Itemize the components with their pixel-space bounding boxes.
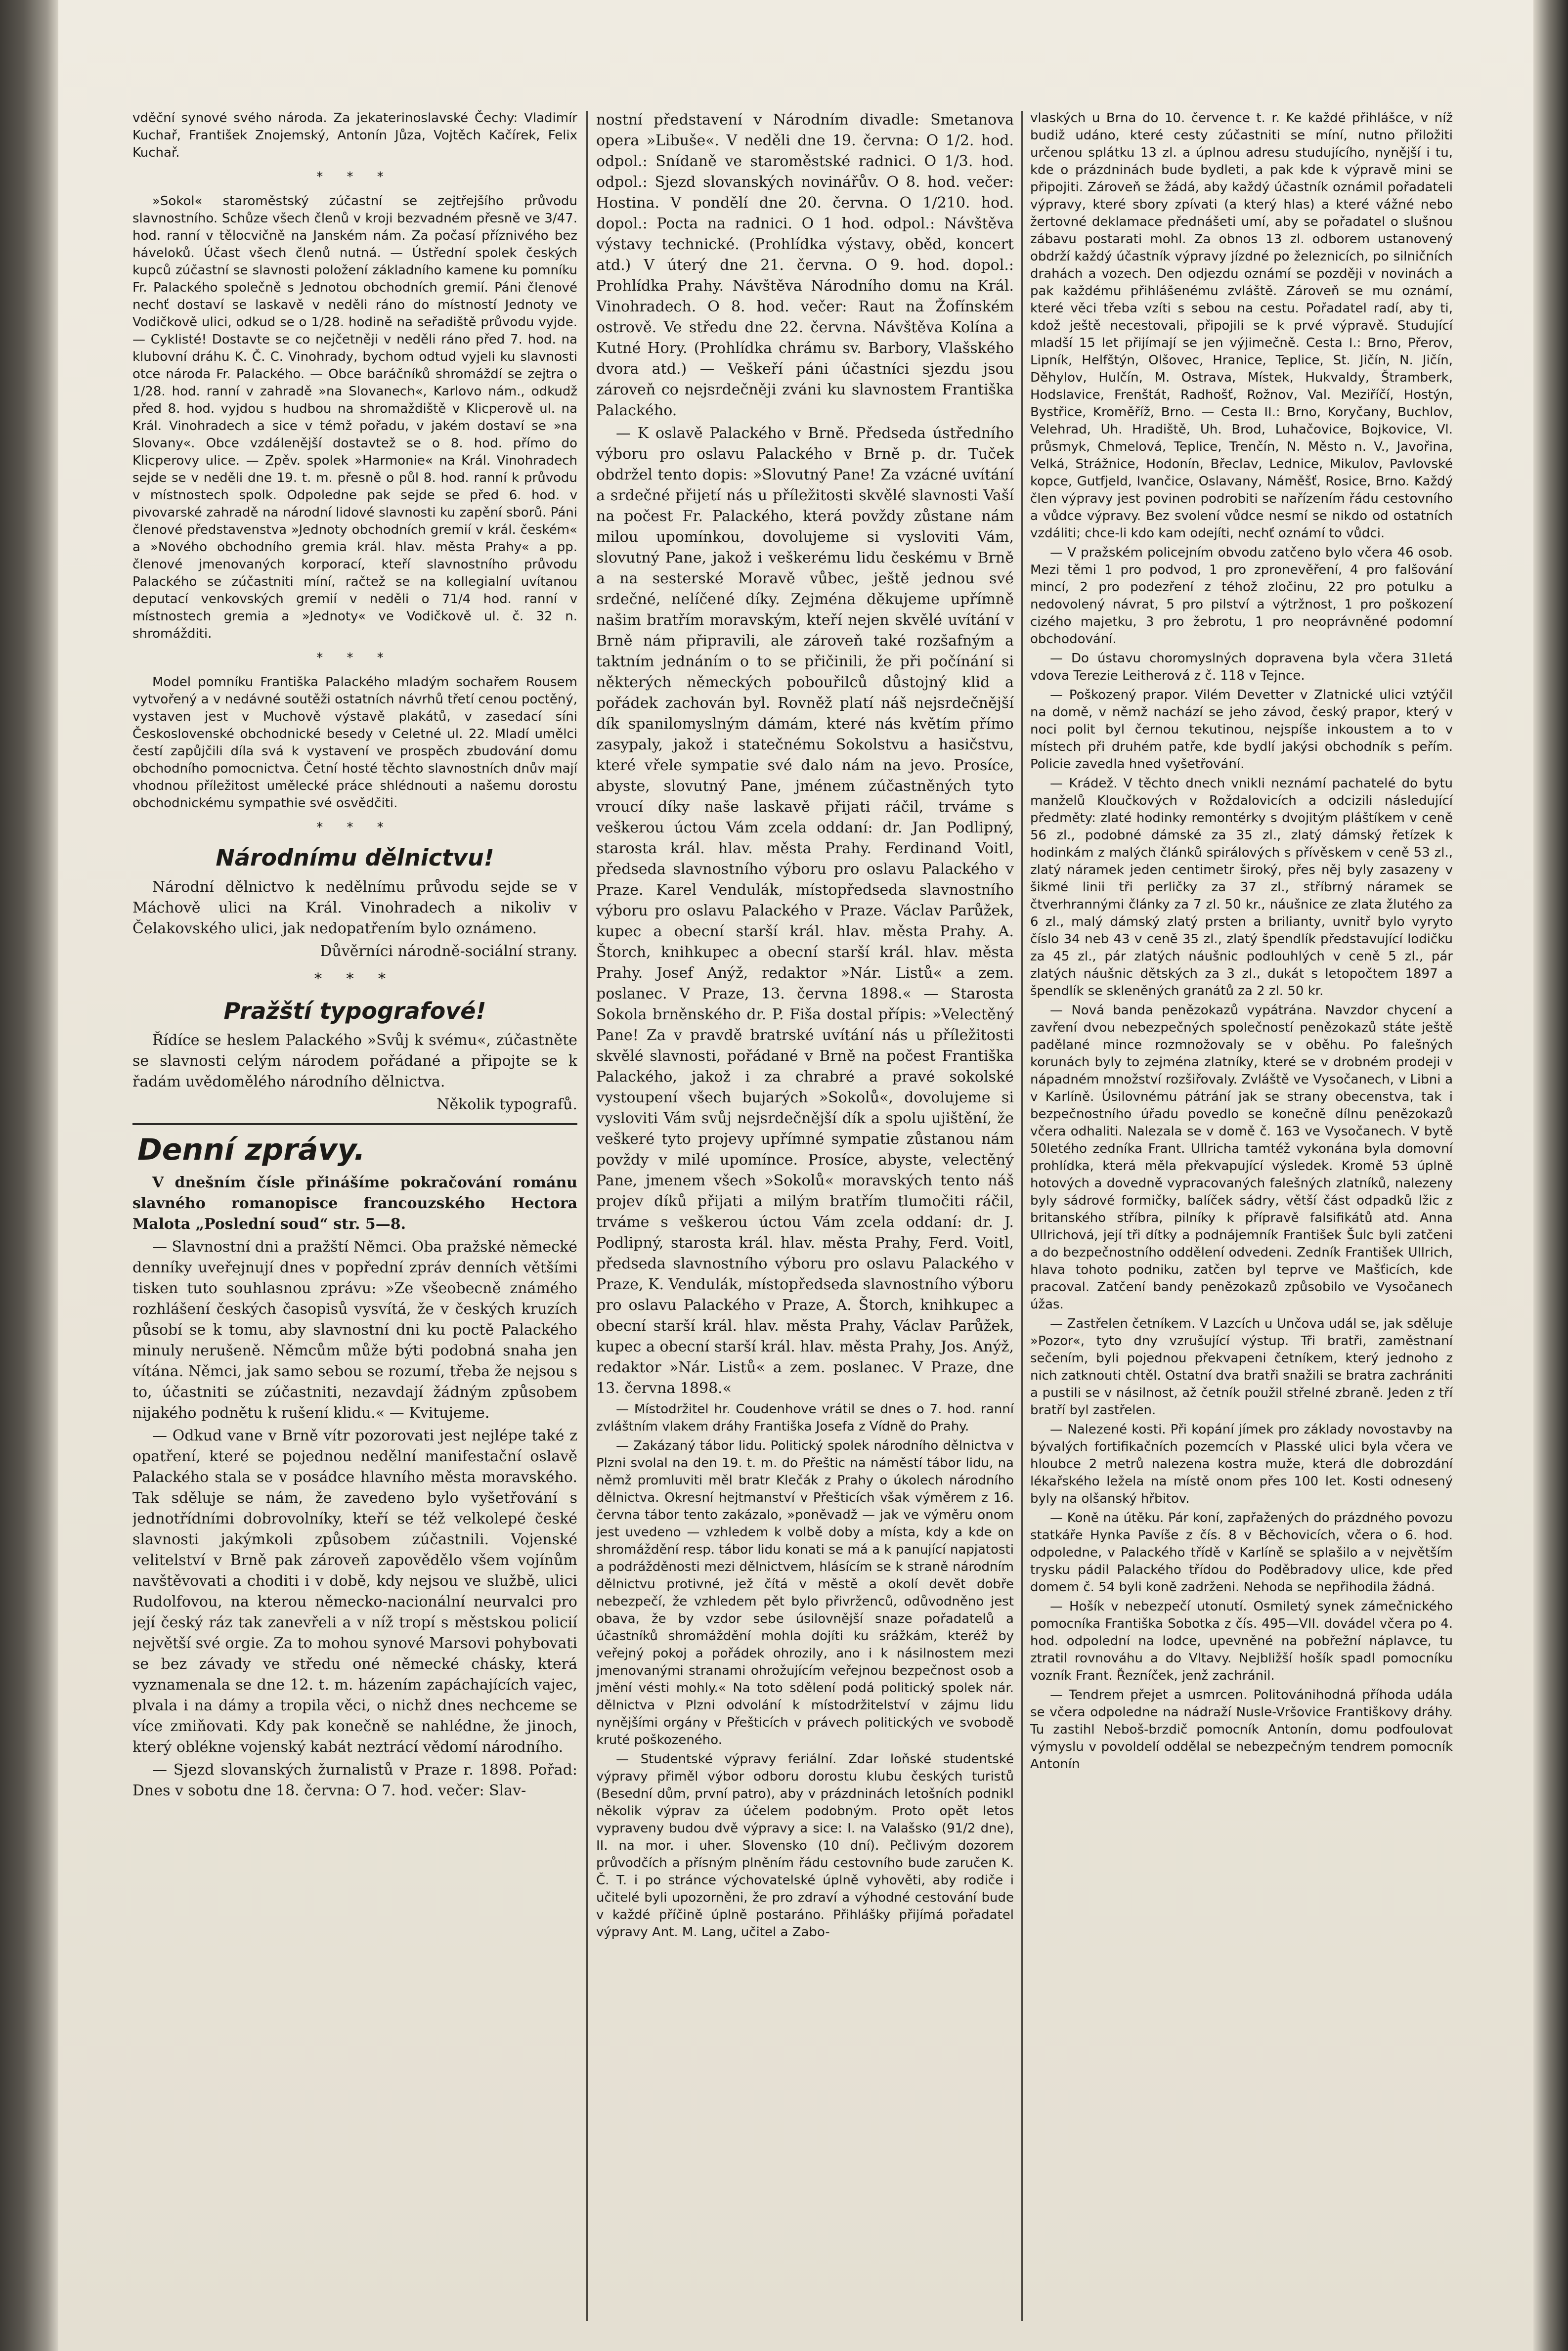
daily-news-item-3: — Sjezd slovanských žurnalistů v Praze r. 1898. Pořad: Dnes v sobotu dne 18. června: O 7. hod. večer: Slav-: [132, 1761, 577, 1799]
workers-heading: Národnímu dělnictvu!: [216, 844, 494, 871]
runaway-horses-item: — Koně na útěku. Pár koní, zapřažených do prázdného povozu statkáře Hynka Pavíše z čís. 8 v Běchovicích, včera o 6. hod. odpoledne, v Palackého třídě v Karlíně se splašilo a v největším trysku pádil Palackého třídou do Poděbradovy ulice, kde před domem č. 54 byli koně zadrženi. Nehoda se nepřihodila žádná.: [1030, 1511, 1453, 1595]
police-district-item: — V pražském policejním obvodu zatčeno bylo včera 46 osob. Mezi těmi 1 pro podvod, 1 pro zpronevěření, 4 pro falšování mincí, 2 pro podezření z téhož zločinu, 22 pro potulku a nedovolený návrat, 5 pro pilství a výtržnost, 1 pro poškození cizého majetku, 3 pro žebrotu, 1 pro neoprávněné podomní obchodování.: [1030, 545, 1453, 647]
column-rule-2: [1021, 111, 1023, 2321]
student-trips-continued: vlaských u Brna do 10. července t. r. Ke každé přihlášce, v níž budiž udáno, které cesty zúčastniti se míní, nutno přiložiti určenou splátku 13 zl. a úplnou adresu studujícího, nynější i tu, kde o prázdninách bude bydleti, a pak kde k výpravě mini se připojiti. Zároveň se žádá, aby každý účastník oznámil pořadateli výpravy, které sbory zpívati (a který hlas) a které vážné nebo žertovné deklamace přednášeti umí, aby se pořadatel o slušnou zábavu postarati mohl. Za obnos 13 zl. odborem ustanovený obdrží každý účastník výpravy jízdné po železnicích, po silničních drahách a vozech. Den odjezdu oznámí se později v novinách a pak každému přihlášenému zvláště. Zároveň se mu oznámí, které věci třeba vzíti s sebou na cestu. Pořadatel radí, aby ti, kdož ještě necestovali, připojili se k prvé výpravě. Studující mladší 15 let přijímají se jen výjimečně. Cesta I.: Brno, Přerov, Lipník, Helfštýn, Olšovec, Hranice, Teplice, St. Jičín, N. Jičín, Děhylov, Hulčín, M. Ostrava, Místek, Hukvaldy, Štramberk, Hodslavice, Frenštát, Radhošť, Rožnov, Val. Meziříčí, Hostýn, Bystřice, Kroměříž, Brno. — Cesta II.: Brno, Koryčany, Buchlov, Velehrad, Uh. Hradiště, Uh. Brod, Luhačovice, Bojkovice, Vl. průsmyk, Chmelová, Teplice, Trenčín, N. Město n. V., Javořina, Velká, Strážnice, Hodonín, Břeclav, Lednice, Mikulov, Pavlovské kopce, Gutfjeld, Ivančice, Oslavany, Náměšť, Rosice, Brno. Každý člen výpravy jest povinen podrobiti se nařízením řádu cestovního a vůdce výpravy. Bez svolení vůdce nesmí se nikdo od ostatních vzdáliti; chce-li kdo kam odejíti, nechť oznámí to vůdci.: [1030, 111, 1453, 541]
typographers-signature: Několik typografů.: [436, 1096, 577, 1113]
section-stars-3: * * *: [316, 820, 393, 835]
brno-celebration-item: — K oslavě Palackého v Brně. Předseda ústředního výboru pro oslavu Palackého v Brně p. dr. Tuček obdržel tento dopis: »Slovutný Pane! Za vzácné uvítání a srdečné přijetí nás u příležitosti skvělé slavnosti Vaší na počest Fr. Palackého, která povždy zůstane nám milou upomínkou, dovolujeme si vysloviti Vám, slovutný Pane, jakož i veškerému lidu českému v Brně a na sesterské Moravě vůbec, ještě jednou své srdečné, nelíčené díky. Zejména děkujeme upřímně našim bratřím moravským, kteří nejen skvělé uvítání v Brně nám připravili, ale zároveň také rozšafným a taktním jednáním o to se přičinili, že při počínání si některých německých pobouřilců důstojný klid a pořádek zachován byl. Rovněž platí náš nejsrdečnější dík spanilomyslným dámám, které nás květím přímo zasypaly, jakož i statečnému Sokolstvu a hasičstvu, které vřele sympatie své dalo nám na jevo. Prosíce, abyste, slovutný Pane, jménem zúčastněných tyto vroucí díky naše laskavě přijati ráčil, trváme s veškerou úctou Vám zcela oddaní: dr. Jan Podlipný, starosta král. hlav. města Prahy. Ferdinand Voitl, předseda slavnostního výboru pro oslavu Palackého v Praze. Karel Vendulák, místopředseda slavnostního výboru pro oslavu Palackého v Praze. Václav Parůžek, kupec a obecní starší král. hlav. města Prahy. A. Štorch, knihkupec a obecní starší král. hlav. města Prahy. Josef Anýž, redaktor »Nár. Listů« a zem. poslanec. V Praze, 13. června 1898.« — Starosta Sokola brněnského dr. P. Fiša dostal přípis: »Velectěný Pane! Za v pravdě bratrské uvítání nás u příležitosti skvělé slavnosti, pořádané v Brně na počest Františka Palackého, jakož i za chrabré a pravé sokolské vystoupení všech bujarých »Sokolů«, dovolujeme si vysloviti Vám svůj nejsrdečnější dík a spolu ujištění, že veškeré tyto projevy upřímné sympatie zůstanou nám povždy v milé upomínce. Prosíce, abyste, velectěný Pane, jmenem všech »Sokolů« moravských tento náš projev díků přijati a milým bratřím tlumočiti ráčil, trváme s veškerou úctou Vám zcela oddaní: dr. J. Podlipný, starosta král. hlav. města Prahy, Ferd. Voitl, předseda slavnostního výboru pro oslavu Palackého v Praze, K. Vendulák, místopředseda slavnostního výboru pro oslavu Palackého v Praze, A. Štorch, knihkupec a obecní starší král. hlav. města Prahy, Václav Parůžek, kupec a obecní starší král. hlav. města Prahy, Jos. Anýž, redaktor »Nár. Listů« a zem. poslanec. V Praze, dne 13. června 1898.«: [596, 425, 1014, 1397]
damaged-flag-item: — Poškozený prapor. Vilém Devetter v Zlatnické ulici vztýčil na domě, v němž nachází se jeho závod, český prapor, který v noci polit byl černou tekutinou, nejspíše inkoustem a to v místech při druhém patře, kde bydlí jakýsi obchodník s peřím. Policie zavedla hned vyšetřování.: [1030, 688, 1453, 772]
journalists-program: nostní představení v Národním divadle: Smetanova opera »Libuše«. V neděli dne 19. června: O 1/2. hod. odpol.: Snídaně ve staroměstské radnici. O 1/3. hod. odpol.: Sjezd slovanských novinářův. O 8. hod. večer: Hostina. V pondělí dne 20. června. O 1/210. hod. dopol.: Pocta na radnici. O 1 hod. odpol.: Návštěva výstavy technické. (Prohlídka výstavy, oběd, koncert atd.) V úterý dne 21. června. O 9. hod. dopol.: Prohlídka Prahy. Návštěva Národního domu na Král. Vinohradech. O 8. hod. večer: Raut na Žofínském ostrově. Ve středu dne 22. června. Návštěva Kolína a Kutné Hory. (Prohlídka chrámu sv. Barbory, Vlašského dvora atd.) — Veškeří páni účastníci sjezdu jsou zároveň co nejsrdečněji zváni ku slavnostem Františka Palackého.: [596, 111, 1014, 419]
asylum-item: — Do ústavu choromyslných dopravena byla včera 31letá vdova Terezie Leitherová z č. 118 v Tejnce.: [1030, 651, 1453, 683]
boy-drowning-item: — Hošík v nebezpečí utonutí. Osmiletý synek zámečnického pomocníka Františka Sobotka z čís. 495—VII. dovádel včera po 4. hod. odpolední na lodce, upevněné na pobřežní náplavce, tu ztratil rovnováhu a do Vltavy. Nejbližší hošík spadl pomocníku vozník Frant. Řezníček, jenž zachránil.: [1030, 1599, 1453, 1683]
daily-news-item-1: — Slavnostní dni a pražští Němci. Oba pražské německé denníky uveřejnují dnes v popřední zpráv denních většími tisken tuto souhlasnou zprávu: »Ze všeobecně známého rozhlášení českých časopisů vysvítá, že v českých kruzích působí se k tomu, aby slavnostní dni ku poctě Palackého minuly nerušeně. Němcům může býti podobná snaha jen vítána. Němci, jak samo sebou se rozumí, třeba že nejsou s to, účastniti se zúčastniti, nezavdají žádným způsobem nijakého podnětu k rušení klidu.« — Kvitujeme.: [132, 1238, 577, 1422]
column-1: [132, 110, 577, 2324]
governor-item: — Místodržitel hr. Coudenhove vrátil se dnes o 7. hod. ranní zvláštním vlakem dráhy Františka Josefa z Vídně do Prahy.: [596, 1402, 1014, 1434]
student-trips-item: — Studentské výpravy feriální. Zdar loňské studentské výpravy přiměl výbor odboru dorostu klubu českých turistů (Besední dům, první patro), aby v prázdninách letošních podnikl několik výprav za účelem podobným. Proto opět letos vypraveny budou dvě výpravy a sice: I. na Valašsko (91/2 dne), II. na mor. i uher. Slovensko (10 dní). Pečlivým dozorem průvodčích a přísným plněním řádu cestovního bude zaručen K. Č. T. i po stránce výchovatelské úplně vyhověti, aby rodiče i učitelé byli upozorněni, že pro zdraví a výhodné cestování bude v každé příčině úplně postaráno. Přihlášky přijímá pořadatel výpravy Ant. M. Lang, učitel a Zabo-: [596, 1752, 1014, 1940]
section-stars: * * *: [316, 170, 393, 184]
forbidden-rally-item: — Zakázaný tábor lidu. Politický spolek národního dělnictva v Plzni svolal na den 19. t. m. do Přeštic na náměstí tábor lidu, na němž promluviti měl bratr Klečák z Prahy o úkolech národního dělnictva. Okresní hejtmanství v Přešticích však výměrem z 16. června tábor tento zakázalo, »poněvadž — jak ve výměru onom jest uvedeno — vzhledem k volbě doby a místa, kdy a kde on shromáždění resp. tábor lidu konati se má a k panující napjatosti a podrážděnosti mezi dělnictvem, hlásícím se k straně národním dělnictvu protivné, jež čítá v městě a okolí devět dobře nebezpečí, že vzhledem pět bylo přivrženců, odůvodněno jest obava, že by vzdor sebe úsilovnější snaze pořadatelů a účastníků shromáždění mohla dojíti ku srážkám, kteréž by veřejný pokoj a pořádek ohrozily, ano i k násilnostem mezi jmenovanými stranami ohrožujícím veřejnou bezpečnost osob a jmění vésti mohly.« Na toto sdělení podá politický spolek nár. dělnictva v Plzni odvolání k místodržitelství v zájmu lidu nynějšími orgány v Přešticích v právech politických ve svobodě kruté poškozeného.: [596, 1438, 1014, 1747]
counterfeiters-item: — Nová banda penězokazů vypátrána. Navzdor chycení a zavření dvou nebezpečných společností penězokazů státe ještě padělané mince rozmnožovaly se v oběhu. Po falešných korunách byly to zejména zlatníky, které se v drobném prodeji v nápadném množství rozšiřovaly. Zvláště ve Vysočanech, v Libni a v Karlíně. Úsilovnému pátrání jak se strany obecenstva, tak i bezpečnostního úřadu povedlo se konečně dílnu penězokazů včera odhaliti. Nalezala se v domě č. 163 ve Vysočanech. V bytě 50letého zedníka Frant. Ullricha tamtéž vykonána byla domovní prohlídka, která měla překvapující výsledek. Kromě 53 úplně hotových a dovedně vypracovaných falešných zlatníků, nalezeny byly sádrové formičky, balíček sádry, větší část odpadků lžic z britanského stříbra, pilníky k přípravě falsifikátů atd. Anna Ullrichová, její tři dítky a podnájemník František Šulc byli zatčeni a do bezpečnostního oddělení odvedeni. Zedník František Ullrich, hlava tohoto podniku, zatčen byl teprve ve Mašťicích, kde pracoval. Zatčení bandy penězokazů způsobilo ve Vysočanech úžas.: [1030, 1003, 1453, 1312]
daily-news-heading: Denní zprávy.: [137, 1132, 365, 1167]
workers-signature: Důvěrníci národně-sociální strany.: [320, 943, 577, 960]
signatories-paragraph: vděční synové svého národa. Za jekaterinoslavské Čechy: Vladimír Kuchař, František Znojemský, Antonín Jůza, Vojtěch Kačírek, Felix Kuchař.: [132, 111, 577, 160]
scan-right-edge: [1533, 0, 1568, 2351]
sokol-notice: »Sokol« staroměstský zúčastní se zejtřejšího průvodu slavnostního. Schůze všech členů v kroji bezvadném přesně ve 3/47. hod. ranní v tělocvičně na Janském nám. Za počasí příznivého bez háveloků. Účast všech členů nutná. — Ústřední spolek českých kupců zúčastní se slavnosti položení základního kamene ku pomníku Fr. Palackého společně s Jednotou obchodních gremií. Páni členové nechť dostaví se laskavě v neděli ráno do místností Jednoty ve Vodičkově ulici, odkud se o 1/28. hodině na seřadiště průvodu vyjde. — Cyklisté! Dostavte se co nejčetněji v neděli ráno před 7. hod. na klubovní dráhu K. Č. C. Vinohrady, bychom odtud vyjeli ku slavnosti otce národa Fr. Palackého. — Obce baráčníků shromáždí se zejtra o 1/28. hod. ranní v zahradě »na Slovanech«, Karlovo nám., odkudž před 8. hod. vyjdou s hudbou na shromaždiště v Klicperově ul. na Král. Vinohradech a sice v témž pořadu, v jakém dostaví se »na Slovany«. Obce vzdálenější dostavtež se o 8. hod. přímo do Klicperovy ulice. — Zpěv. spolek »Harmonie« na Král. Vinohradech sejde se v neděli dne 19. t. m. přesně o půl 8. hod. ranní k průvodu v místnostech spolk. Odpoledne pak sejde se před 6. hod. v pivovarské zahradě na národní lidové slavnosti ku zapění sborů. Páni členové představenstva »Jednoty obchodních gremií v král. českém« a »Nového obchodního gremia král. hlav. města Prahy« a pp. členové jmenovaných korporací, kteří slavnostního průvodu Palackého se zúčastniti míní, račtež se na kollegialní uvítanou deputací venkovských gremií v neděli o 71/4 hod. ranní v místnostech gremia a »Jednoty« ve Vodičkově ul. č. 32 n. shromážditi.: [132, 194, 577, 641]
typographers-heading: Pražští typografové!: [223, 998, 486, 1024]
column-rule-1: [586, 111, 588, 2321]
shot-by-gendarme-item: — Zastřelen četníkem. V Lazcích u Unčova udál se, jak sděluje »Pozor«, tyto dny vzrušující výstup. Tři bratři, zaměstnaní sečením, byli pojednou překvapeni četníkem, který jednoho z nich zatknouti chtěl. Ostatní dva bratři snažili se bratra zachrániti a pustili se v násilnost, až četník použil střelné zbraně. Jeden z tří bratří byl zastřelen.: [1030, 1316, 1453, 1418]
typographers-text: Řídíce se heslem Palackého »Svůj k svému«, zúčastněte se slavnosti celým národem pořádané a připojte se k řadám uvědomělého národního dělnictva.: [132, 1032, 577, 1090]
found-bones-item: — Nalezené kosti. Při kopání jímek pro základy novostavby na bývalých fortifikačních pozemcích v Plasské ulici byla včera ve hloubce 2 metrů nalezena kostra muže, která dle dobrozdání lékařského ležela na místě onom přes 100 let. Kosti odnesený byly na olšanský hřbitov.: [1030, 1422, 1453, 1506]
column-3: [1030, 110, 1453, 2324]
theft-item: — Krádež. V těchto dnech vnikli neznámí pachatelé do bytu manželů Kloučkových v Roždalovicích a odcizili následující předměty: zlaté hodinky remontérky s dvojitým pláštíkem v ceně 56 zl., podobné dámské za 35 zl., zlatý dámský řetízek k hodinkám z malých článků spirálových s přívěskem v ceně 53 zl., zlatý náramek jeden centimetr široký, přes něj byly zasazeny v šikmé linii tři perličky za 37 zl., stříbrný náramek se čtverhrannými články za 7 zl. 50 kr., náušnice ze zlata žlutého za 6 zl., malý dámský zlatý prsten a brilianty, uvnitř bylo vyryto číslo 34 neb 43 v ceně 35 zl., zlatý špendlík představující lodičku za 45 zl., pár zlatých náušnic podlouhlých v ceně 5 zl., pár zlatých náušnic dětských za 3 zl., dukát s letopočtem 1897 a špendlík se skleněných granátů za 2 zl. 50 kr.: [1030, 776, 1453, 999]
model-notice: Model pomníku Františka Palackého mladým sochařem Rousem vytvořený a v nedávné soutěži ostatních návrhů třetí cenou poctěný, vystaven jest v Muchově výstavě plakátů, v zasedací síni Československé obchodnické besedy v Celetné ul. 22. Mladí umělci čestí zapůjčili díla svá k vystavení ve prospěch zbudování domu obchodního pomocnictva. Četní hosté těchto slavnostních dnův mají vhodnou příležitost umělecké práce shlédnouti a našemu dorostu obchodnickému sympathie své osvědčiti.: [132, 675, 577, 811]
column-2: [596, 110, 1014, 2324]
daily-news-item-2: — Odkud vane v Brně vítr pozorovati jest nejlépe také z opatření, které se pojednou nedělní manifestační oslavě Palackého stala se v posádce hlavního města moravského. Tak sděluje se nám, že zavedeno bylo vyšetřování s jednotřídními dobrovolníky, kteří se též velkolepé české slavnosti jakýmkoli způsobem zúčastnili. Vojenské velitelství v Brně pak zároveň zapovědělo všem vojínům navštěvovati a choditi i v době, kdy nejsou ve službě, ulici Rudolfovou, na kterou německo-nacionální neurvalci pro její český ráz tak zanevřeli a v níž tropí s městskou policií největší své orgie. Za to mohou synové Marsovi pohybovati se bez závady ve středu oné německé chásky, která vyznamenala se dne 12. t. m. házením zapáchajících vajec, plvala i na dámy a tropila věci, o nichž dnes nechceme se více zmiňovati. Kdy pak konečně se nahlédne, že jinoch, který oblékne vojenský kabát neztrácí vědomí národního.: [132, 1427, 577, 1756]
column-1-small-text: [132, 110, 577, 836]
tender-accident-item: — Tendrem přejet a usmrcen. Politovánihodná příhoda udála se včera odpoledne na nádraží Nusle-Vršovice Františkovy dráhy. Tu zastihl Neboš-brzdič pomocník Antonín, domu podfoulovat výmyslu v povoldelí oddělal se nebezpečným tendrem pomocník Antonín: [1030, 1688, 1453, 1772]
section-stars-2: * * *: [316, 651, 393, 665]
section-stars-4: * * *: [314, 970, 396, 988]
daily-news-lead: V dnešním čísle přinášíme pokračování románu slavného romanopisce francouzského Hectora Malota „Poslední soud“ str. 5—8.: [132, 1174, 577, 1233]
scan-left-edge: [0, 0, 58, 2351]
section-divider: [132, 1123, 577, 1125]
workers-text: Národní dělnictvo k nedělnímu průvodu sejde se v Máchově ulici na Král. Vinohradech a nikoliv v Čelakovského ulici, jak nedopatřením bylo oznámeno.: [132, 878, 577, 937]
column-2-small-text: [596, 1401, 1014, 1941]
